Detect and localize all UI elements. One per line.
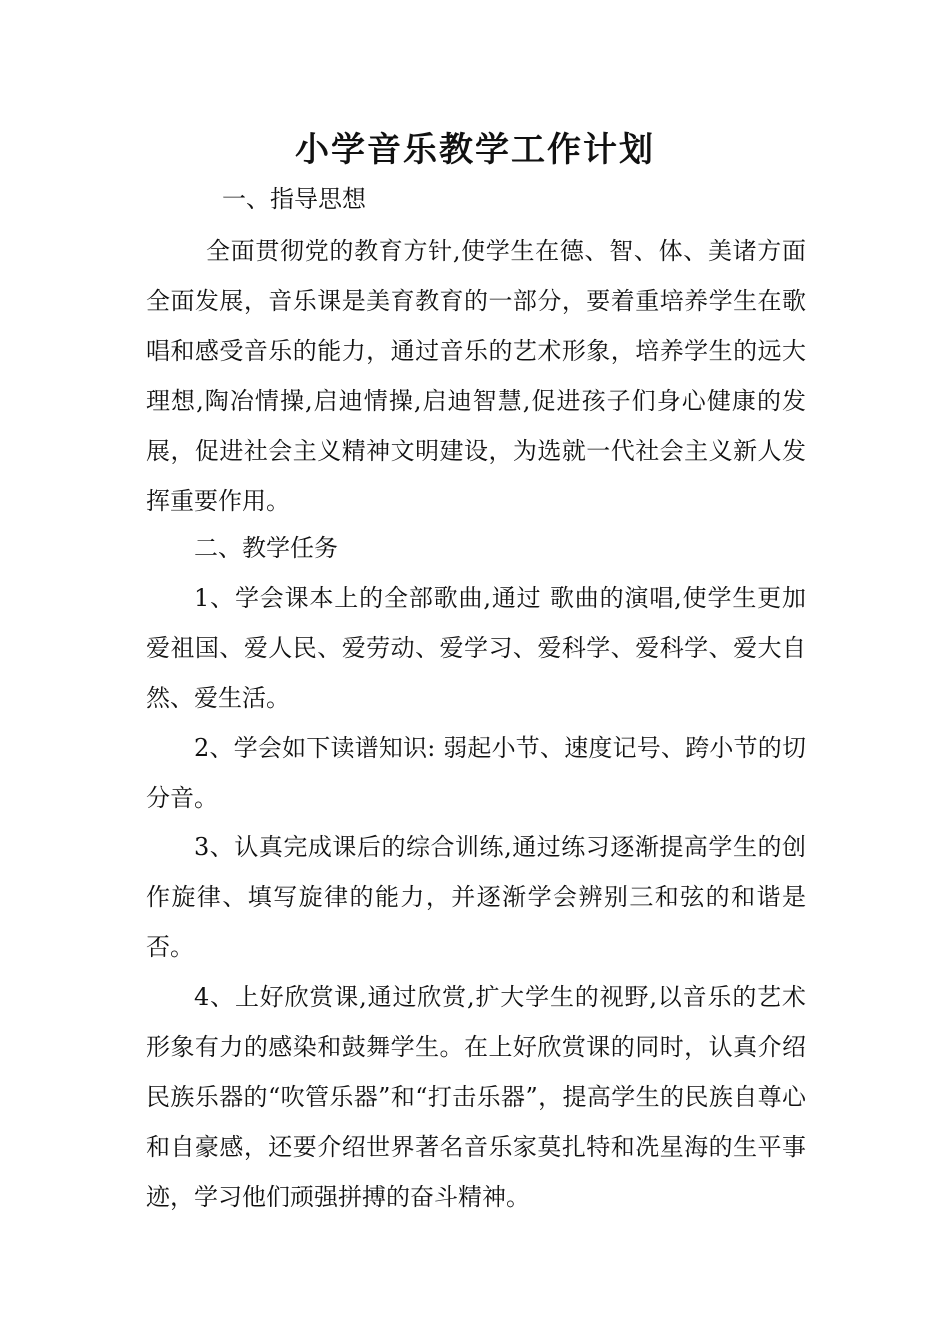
paragraph-guiding-ideology: 全面贯彻党的教育方针,使学生在德、智、体、美诸方面全面发展，音乐课是美育教育的一部分，要着重培养学生在歌唱和感受音乐的能力，通过音乐的艺术形象，培养学生的远大理想,陶冶情操,启迪情操,启迪智慧,促进孩子们身心健康的发展，促进社会主义精神文明建设，为选就一代社会主义新人发挥重要作用。 <box>146 237 806 515</box>
task-item-4: 4、上好欣赏课,通过欣赏,扩大学生的视野,以音乐的艺术形象有力的感染和鼓舞学生。在上好欣赏课的同时，认真介绍民族乐器的“吹管乐器”和“打击乐器”，提高学生的民族自尊心和自豪感，还要介绍世界著名音乐家莫扎特和冼星海的生平事迹，学习他们顽强拼搏的奋斗精神。 <box>146 983 806 1211</box>
task-item-3: 3、认真完成课后的综合训练,通过练习逐渐提高学生的创作旋律、填写旋律的能力，并逐渐学会辨别三和弦的和谐是否。 <box>146 833 806 961</box>
section-heading-guiding-ideology: 一、指导思想 <box>222 185 366 213</box>
task-item-1: 1、学会课本上的全部歌曲,通过 歌曲的演唱,使学生更加爱祖国、爱人民、爱劳动、爱学习、爱科学、爱科学、爱大自然、爱生活。 <box>146 584 806 712</box>
task-item-2: 2、学会如下读谱知识: 弱起小节、速度记号、跨小节的切分音。 <box>146 734 806 812</box>
section-heading-teaching-tasks: 二、教学任务 <box>194 534 338 562</box>
document-title: 小学音乐教学工作计划 <box>295 130 655 170</box>
